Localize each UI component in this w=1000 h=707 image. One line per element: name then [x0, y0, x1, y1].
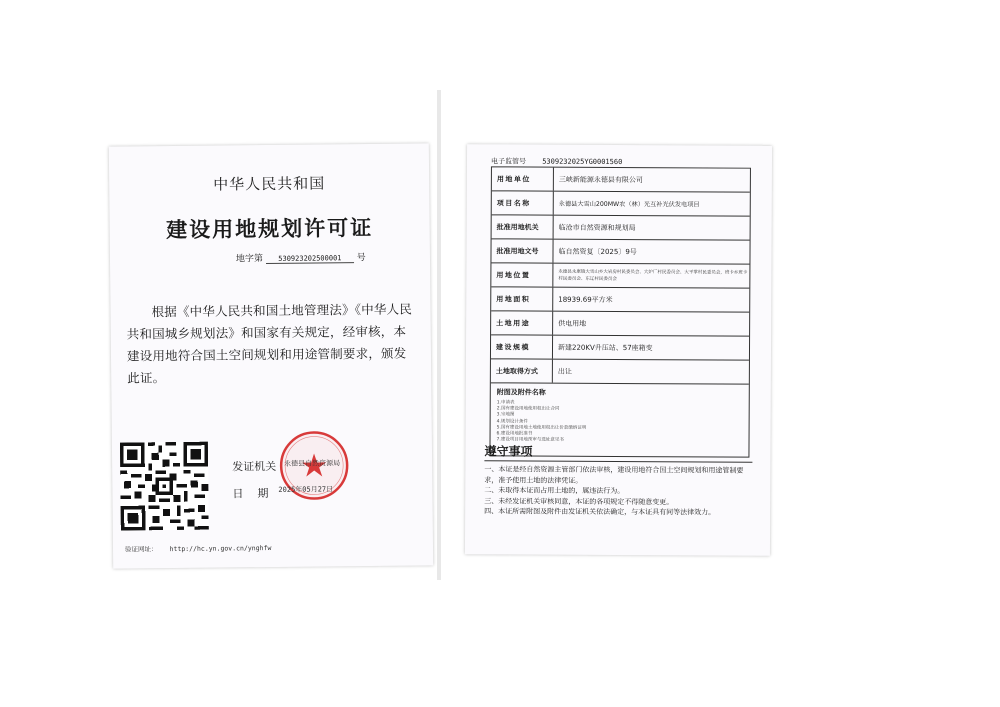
attachment-item: 1.申请表	[496, 400, 515, 406]
row-value: 供电用地	[558, 319, 587, 328]
serial-row	[236, 250, 366, 264]
verify-label: 验证网址：	[124, 545, 158, 554]
certificate-details-page	[465, 144, 772, 556]
table-row	[492, 215, 750, 240]
attachment-item: 5.国有建设用地土地使用权出让价款缴纳证明	[496, 425, 587, 431]
ecode-label: 电子监管号	[490, 157, 527, 166]
notice-item: 一、本证是经自然资源主管部门依法审核，建设用地符合国土空间规划和用途管制要求，准予使用土地的法律凭证。	[484, 465, 744, 485]
row-label: 项目名称	[492, 191, 554, 214]
details-table	[489, 166, 751, 457]
table-row	[491, 263, 749, 288]
attachment-item: 2.国有建设用地使用权出让合同	[496, 406, 560, 412]
table-row	[491, 287, 749, 312]
serial-prefix: 地字第	[235, 254, 264, 265]
qr-code-icon	[120, 442, 209, 531]
row-value: 临自然资复〔2025〕9号	[558, 247, 637, 256]
date-label: 日期	[232, 486, 283, 501]
attachments-title: 附图及附件名称	[496, 388, 546, 397]
row-value: 永德县永康镇大雪山乡大岩房村民委员会、大炉厂村民委员会、大平掌村民委员会，班卡乡班卡村民委员会、东辽村民委员会	[558, 269, 748, 282]
row-label: 批准用地文号	[491, 239, 553, 262]
row-label: 批准用地机关	[492, 215, 554, 238]
issuer-label: 发证机关	[232, 459, 277, 474]
notice-list	[484, 464, 756, 518]
notice-item: 三、未经发证机关审核同意，本证的各项规定不得随意变更。	[484, 496, 674, 506]
attachment-item: 3.宗地图	[496, 412, 515, 418]
row-label: 用地位置	[491, 263, 553, 286]
row-label: 用地单位	[492, 167, 554, 190]
attachment-item: 4.规划设计条件	[496, 418, 528, 425]
country-name: 中华人民共和国	[213, 174, 326, 194]
table-row	[492, 191, 750, 216]
row-value: 新建220KV升压站、57座箱变	[557, 343, 653, 352]
row-value: 三峡新能源永德县有限公司	[558, 175, 643, 184]
table-row	[491, 335, 749, 360]
ecode-value: 5309232025YG0001560	[542, 157, 623, 167]
preamble-text: 根据《中华人民共和国土地管理法》《中华人民共和国城乡规划法》和国家有关规定，经审核，本建设用地符合国土空间规划和用途管制要求，颁发此证。	[126, 301, 413, 386]
row-label: 用地面积	[491, 287, 553, 310]
certificate-page	[109, 143, 433, 568]
stamp-date: 2025年05月27日	[278, 485, 334, 494]
verify-row	[125, 543, 271, 554]
row-value: 18939.69平方米	[558, 295, 613, 304]
table-row	[492, 167, 750, 192]
verify-url: http://hc.yn.gov.cn/ynghfw	[169, 544, 272, 554]
table-row	[491, 311, 749, 336]
certificate-title: 建设用地规划许可证	[166, 215, 374, 243]
row-value: 临沧市自然资源和规划局	[558, 223, 636, 232]
row-value: 出让	[557, 367, 572, 376]
notice-item: 二、未取得本证而占用土地的，属违法行为。	[484, 486, 625, 496]
notice-title: 遵守事项	[484, 444, 533, 459]
table-row	[491, 359, 749, 384]
table-row	[491, 239, 749, 264]
attachment-item: 6.建设用地批准书	[496, 431, 533, 437]
e-supervision-code	[491, 156, 622, 167]
row-label: 土地用途	[491, 311, 553, 334]
notice-item: 四、本证所需附图及附件由发证机关依法确定，与本证具有同等法律效力。	[484, 507, 716, 517]
row-value: 永德县大雪山200MW农（林）光互补光伏发电项目	[558, 200, 700, 209]
row-label: 建设规模	[491, 335, 553, 358]
stamp-text: 永德县自然资源局	[284, 459, 341, 468]
serial-number: 530923202500001	[266, 254, 354, 264]
scan-divider	[437, 90, 441, 580]
attachment-item: 7.建设项目用地预审与选址意见书	[496, 437, 564, 443]
row-label: 土地取得方式	[491, 359, 553, 382]
serial-suffix: 号	[356, 253, 366, 264]
notice-divider	[484, 460, 752, 462]
